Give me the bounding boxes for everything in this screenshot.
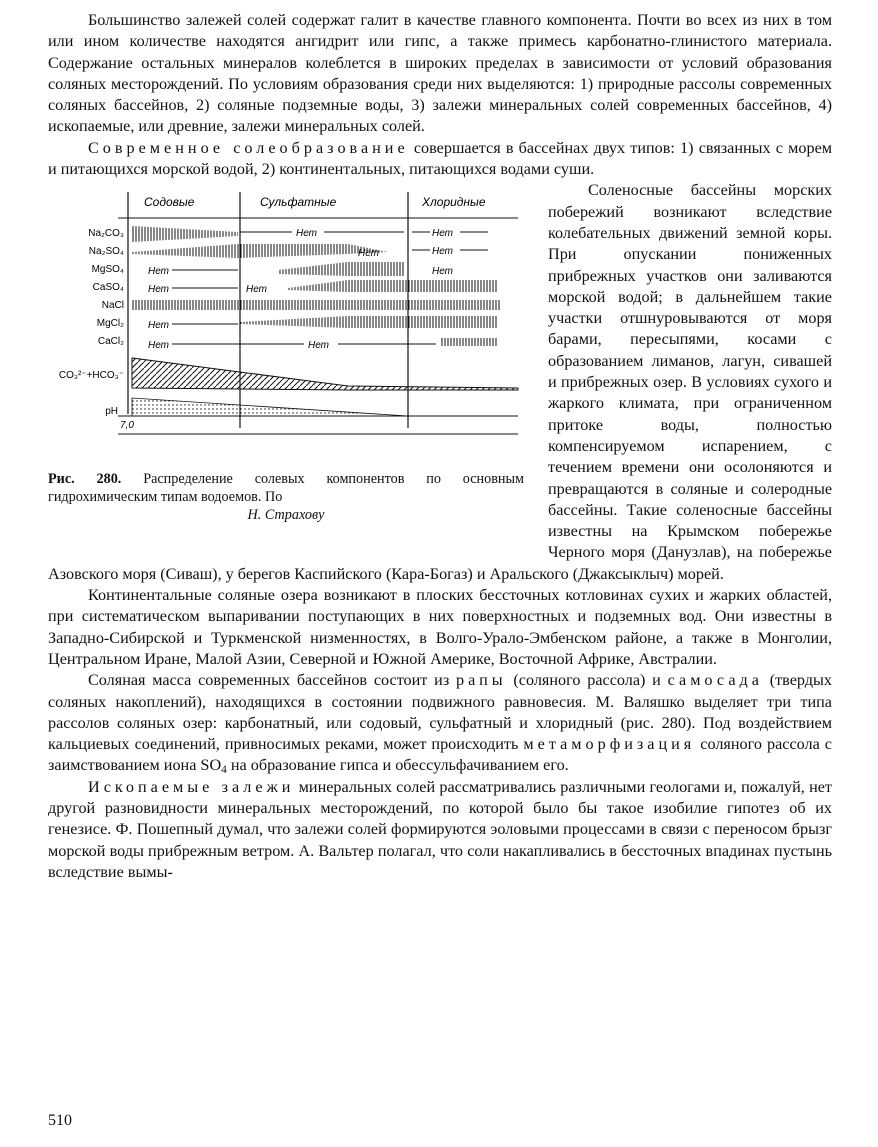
caption-author: Н. Страхову (247, 507, 325, 524)
band-cacl2 (440, 338, 498, 346)
band-mgcl2 (240, 316, 498, 328)
band-na2co3 (132, 226, 238, 242)
paragraph-3: Соленосные бассейны морских побережий возникают вследствие колебательных движений земной коры. При опускании пониженных прибрежных участков они заливаются морской водой; в дальнейшем такие участки отшнуровываются от моря барами, пересыпями, косами с образованием лиманов, лагун, сивашей и прибрежных озер. В условиях сухого и жаркого климата, при ограниченном притоке воды, полностью компенсируемом испарением, с течением времени они осолоняются и превращаются в соляные и солеродные бассейны. Такие соленосные бассейны известны на Крымском побережье Черного моря (Данузлав), на побережье Азовского моря (Сиваш), у берегов Каспийского (Кара-Богаз) и Аральского (Джаксыклыч) морей. (48, 181, 832, 583)
band-nacl (132, 300, 500, 310)
column-header-soda: Содовые (144, 195, 195, 210)
spaced-term: метаморфизация (523, 735, 696, 754)
column-header-chloride: Хлоридные (422, 195, 486, 210)
row-label-na2co3: Na₂CO₃ (88, 228, 124, 240)
band-caso4 (288, 280, 498, 292)
absent-label: Нет (148, 284, 170, 296)
absent-label: Нет (308, 340, 330, 352)
row-label-mgcl2: MgCl₂ (96, 318, 124, 330)
paragraph-1: Большинство залежей солей содержат галит в качестве главного компонента. Почти во всех из них в том или ином количестве находятся ангидрит или гипс, а также примесь карбонатно-глинистого материала. Содержание остальных минералов колеблется в широких пределах в зависимости от условий образования соляных месторождений. По условиям образования среди них выделяются: 1) природные рассолы современных соляных бассейнов, 2) соляные подземные воды, 3) залежи минеральных солей современных бассейнов, 4) ископаемые, или древние, залежи минеральных солей. (48, 11, 832, 136)
band-mgso4 (278, 262, 404, 276)
absent-label: Нет (148, 266, 170, 278)
spaced-term: Современное солеобразование (88, 138, 409, 157)
spaced-term: рапы (456, 671, 507, 690)
figure-280 (48, 180, 532, 555)
absent-label: Нет (148, 340, 170, 352)
absent-label: Нет (432, 228, 454, 240)
row-label-nacl: NaCl (101, 300, 124, 312)
spaced-term: самосада (667, 671, 763, 690)
paragraph-2: Современное солеобразование совершается в бассейнах двух типов: 1) связанных с морем и питающихся морской водой, 2) континентальных, питающихся водами суши. (48, 138, 833, 179)
ph-value-label: 7,0 (120, 420, 134, 432)
band-ph (132, 398, 408, 416)
band-na2so4 (132, 244, 388, 258)
row-label-na2so4: Na₂SO₄ (88, 246, 124, 258)
page-content (48, 10, 832, 883)
absent-label: Нет (432, 266, 454, 278)
caption-text: Распределение солевых компонентов по основным гидрохимическим типам водоемов. По (48, 471, 524, 506)
row-label-cacl2: CaCl₂ (97, 336, 124, 348)
paragraph-4: Континентальные соляные озера возникают в плоских бессточных котловинах сухих и жарких областей, при систематическом выпаривании поступающих в них поверхностных и подземных вод. Они известны в Западно-Сибирской и Туркменской низменностях, в Волго-Урало-Эмбенском районе, а также в Монголии, Центральном Иране, Малой Азии, Северной и Южной Америке, Восточной Африке, Австралии. (48, 586, 832, 668)
caption-label: Рис. 280. (48, 471, 122, 488)
absent-label: Нет (296, 228, 318, 240)
absent-label: Нет (246, 284, 268, 296)
row-label-carbonate: CO₃²⁻+HCO₃⁻ (58, 370, 124, 382)
absent-label: Нет (432, 246, 454, 258)
absent-label: Нет (358, 248, 380, 260)
figure-caption (48, 470, 524, 524)
paragraph-5: Соляная масса современных бассейнов состоит из рапы (соляного рассола) и самосада (твердых соляных накоплений), находящихся в состоянии подвижного равновесия. М. Валяшко выделяет три типа рассолов соляных озер: карбонатный, или содовый, сульфатный и хлоридный (рис. 280). Под воздействием кальциевых соединений, привносимых реками, может происходить метаморфизация соляного рассола с заимствованием иона $SO_4$ на образование гипса и обессульфачиванием его. (48, 671, 832, 777)
page-number: 510 (48, 1112, 72, 1129)
row-label-mgso4: MgSO₄ (91, 264, 124, 276)
salt-distribution-diagram (48, 188, 532, 450)
paragraph-6: Ископаемые залежи минеральных солей рассматривались различными геологами и, пожалуй, нет другой разновидности минеральных месторождений, по которой было бы такое изобилие гипотез об их генезисе. Ф. Пошепный думал, что залежи солей формируются эоловыми процессами в связи с переносом брызг морской воды прибрежным ветром. А. Вальтер полагал, что соли накапливались в бессточных впадинах пустынь вследствие вымы- (48, 777, 832, 881)
row-label-ph: pH (105, 406, 118, 418)
column-header-sulfate: Сульфатные (260, 195, 337, 210)
spaced-term: Ископаемые залежи (88, 777, 295, 796)
absent-label: Нет (148, 320, 170, 332)
row-label-caso4: CaSO₄ (92, 282, 124, 294)
band-carbonate (132, 358, 518, 390)
